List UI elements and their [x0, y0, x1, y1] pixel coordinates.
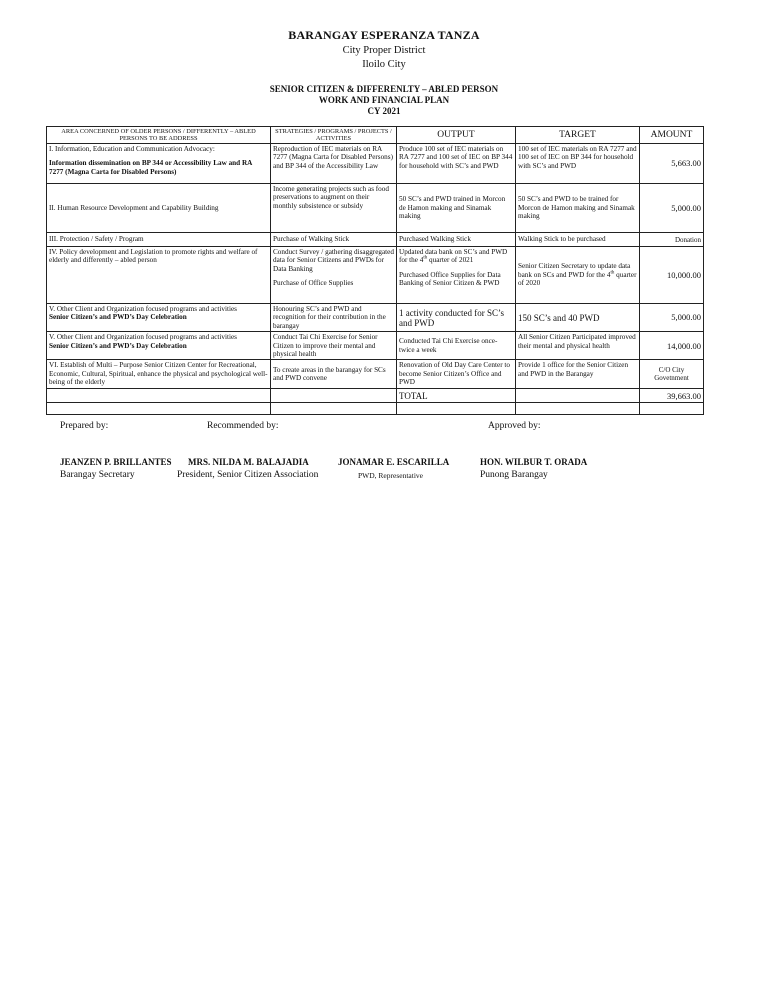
- document-header: [0, 26, 768, 72]
- total-row: [47, 389, 704, 403]
- cell-amount: 5,000.00: [640, 184, 704, 233]
- plan-title-line2: WORK AND FINANCIAL PLAN: [318, 95, 450, 105]
- area-detail: Senior Citizen’s and PWD’s Day Celebration: [49, 313, 187, 322]
- blank-row: [47, 403, 704, 415]
- total-label: TOTAL: [397, 389, 516, 403]
- cell-empty: [47, 403, 271, 415]
- cell-output: [397, 247, 516, 304]
- cell-strategy: Purchase of Walking Stick: [271, 233, 397, 247]
- area-heading: V. Other Client and Organization focused programs and activities: [49, 305, 237, 313]
- signatory-pwd-rep: [338, 456, 449, 482]
- cell-strategy: Reproduction of IEC materials on RA 7277 (Magna Carta for Disabled Persons) and BP 344 of the Accessibility Law: [271, 144, 397, 184]
- city-line: Iloilo City: [362, 59, 406, 70]
- area-heading: V. Other Client and Organization focused programs and activities: [49, 333, 237, 342]
- cell-empty: [271, 389, 397, 403]
- table-row: [47, 332, 704, 360]
- cell-output: Renovation of Old Day Care Center to become Senior Citizen’s Office and PWD: [397, 360, 516, 389]
- cell-output: Purchased Walking Stick: [397, 233, 516, 247]
- plan-title: [0, 84, 768, 117]
- table-row: [47, 184, 704, 233]
- signatory-name: JEANZEN P. BRILLANTES: [60, 457, 172, 467]
- table-header-row: [47, 127, 704, 144]
- cell-empty: [47, 389, 271, 403]
- signatory-president: [177, 456, 318, 482]
- table-row: [47, 360, 704, 389]
- cell-strategy: Income generating projects such as food preservations to augment on their monthly subsistence or subsidy: [271, 184, 397, 233]
- output-databank: Updated data bank on SC’s and PWD for the 4th quarter of 2021: [399, 248, 508, 265]
- cell-amount: C/O City Govetnment: [640, 360, 704, 389]
- cell-target: Walking Stick to be purchased: [516, 233, 640, 247]
- cell-empty: [516, 403, 640, 415]
- table-row: [47, 144, 704, 184]
- signatory-role: President, Senior Citizen Association: [177, 470, 319, 480]
- approved-by-label: Approved by:: [488, 421, 541, 431]
- area-heading: I. Information, Education and Communication Advocacy:: [49, 145, 215, 153]
- strategy-supplies: Purchase of Office Supplies: [273, 279, 354, 288]
- table-row: [47, 247, 704, 304]
- table-row: [47, 304, 704, 332]
- signatory-name: JONAMAR E. ESCARILLA: [338, 457, 450, 467]
- header-area: AREA CONCERNED OF OLDER PERSONS / DIFFERENTLY – ABLED PERSONS TO BE ADDRESS: [47, 127, 271, 144]
- cell-target: 50 SC’s and PWD to be trained for Morcon de Hamon making and Sinamak making: [516, 184, 640, 233]
- cell-strategy: To create areas in the barangay for SCs and PWD convene: [271, 360, 397, 389]
- cell-area: [47, 332, 271, 360]
- prepared-by-label: Prepared by:: [60, 421, 109, 431]
- total-amount: 39,663.00: [640, 389, 704, 403]
- work-financial-plan-table: [46, 126, 704, 415]
- signatory-punong-barangay: [480, 456, 587, 482]
- cell-empty: [271, 403, 397, 415]
- header-amount: AMOUNT: [640, 127, 704, 144]
- signatory-role: Punong Barangay: [480, 470, 548, 480]
- header-target: TARGET: [516, 127, 640, 144]
- cell-area: III. Protection / Safety / Program: [47, 233, 271, 247]
- cell-empty: [640, 403, 704, 415]
- cell-strategy: Conduct Tai Chi Exercise for Senior Citizen to improve their mental and physical health: [271, 332, 397, 360]
- cell-area: IV. Policy development and Legislation to promote rights and welfare of elderly and differently – abled person: [47, 247, 271, 304]
- cell-amount: 14,000.00: [640, 332, 704, 360]
- cell-output: Produce 100 set of IEC materials on RA 7277 and 100 set of IEC on BP 344 for household with SC’s and PWD: [397, 144, 516, 184]
- header-strategies: STRATEGIES / PROGRAMS / PROJECTS / ACTIVITIES: [271, 127, 397, 144]
- cell-area: [47, 304, 271, 332]
- signatory-name: HON. WILBUR T. ORADA: [480, 457, 588, 467]
- strategy-survey: Conduct Survey / gathering disaggregated data for Senior Citizens and PWDs for Data Banking: [273, 248, 394, 273]
- cell-empty: [397, 403, 516, 415]
- output-supplies: Purchased Office Supplies for Data Banking of Senior Citizen & PWD: [399, 270, 501, 288]
- area-detail: Information dissemination on BP 344 or Accessibility Law and RA 7277 (Magna Carta for Disabled Persons): [49, 159, 252, 176]
- cell-target: Senior Citizen Secretary to update data bank on SCs and PWD for the 4th quarter of 2020: [516, 247, 640, 304]
- header-output: OUTPUT: [397, 127, 516, 144]
- district-line: City Proper District: [342, 45, 426, 56]
- cell-output: 50 SC’s and PWD trained in Morcon de Hamon making and Sinamak making: [397, 184, 516, 233]
- table-row: [47, 233, 704, 247]
- cell-output: Conducted Tai Chi Exercise once- twice a week: [397, 332, 516, 360]
- cell-amount: 5,000.00: [640, 304, 704, 332]
- cell-area: II. Human Resource Development and Capability Building: [47, 184, 271, 233]
- cell-empty: [516, 389, 640, 403]
- cell-target: 150 SC’s and 40 PWD: [516, 304, 640, 332]
- signatory-secretary: [60, 456, 171, 482]
- plan-title-line3: CY 2021: [367, 106, 401, 116]
- signatory-role: PWD, Representative: [358, 471, 423, 480]
- cell-target: 100 set of IEC materials on RA 7277 and 100 set of IEC on BP 344 for household with SC’s and PWD: [516, 144, 640, 184]
- cell-amount: 5,663.00: [640, 144, 704, 184]
- cell-output: 1 activity conducted for SC’s and PWD: [397, 304, 516, 332]
- cell-strategy: [271, 247, 397, 304]
- cell-target: All Senior Citizen Participated improved their mental and physical health: [516, 332, 640, 360]
- cell-amount: Donation: [640, 233, 704, 247]
- recommended-by-label: Recommended by:: [207, 421, 279, 431]
- signatory-role: Barangay Secretary: [60, 470, 135, 480]
- signatory-name: MRS. NILDA M. BALAJADIA: [188, 457, 309, 467]
- cell-target: Provide 1 office for the Senior Citizen and PWD in the Barangay: [516, 360, 640, 389]
- cell-strategy: Honouring SC’s and PWD and recognition for their contribution in the barangay: [271, 304, 397, 332]
- barangay-title: BARANGAY ESPERANZA TANZA: [288, 28, 480, 42]
- area-detail: Senior Citizen’s and PWD’s Day Celebration: [49, 341, 187, 350]
- cell-amount: 10,000.00: [640, 247, 704, 304]
- plan-title-line1: SENIOR CITIZEN & DIFFERENLTY – ABLED PERSON: [269, 84, 499, 94]
- cell-area: VI. Establish of Multi – Purpose Senior Citizen Center for Recreational, Economic, Cultural, Spiritual, enhance the physical and psychological well-being of the elderly: [47, 360, 271, 389]
- cell-area: [47, 144, 271, 184]
